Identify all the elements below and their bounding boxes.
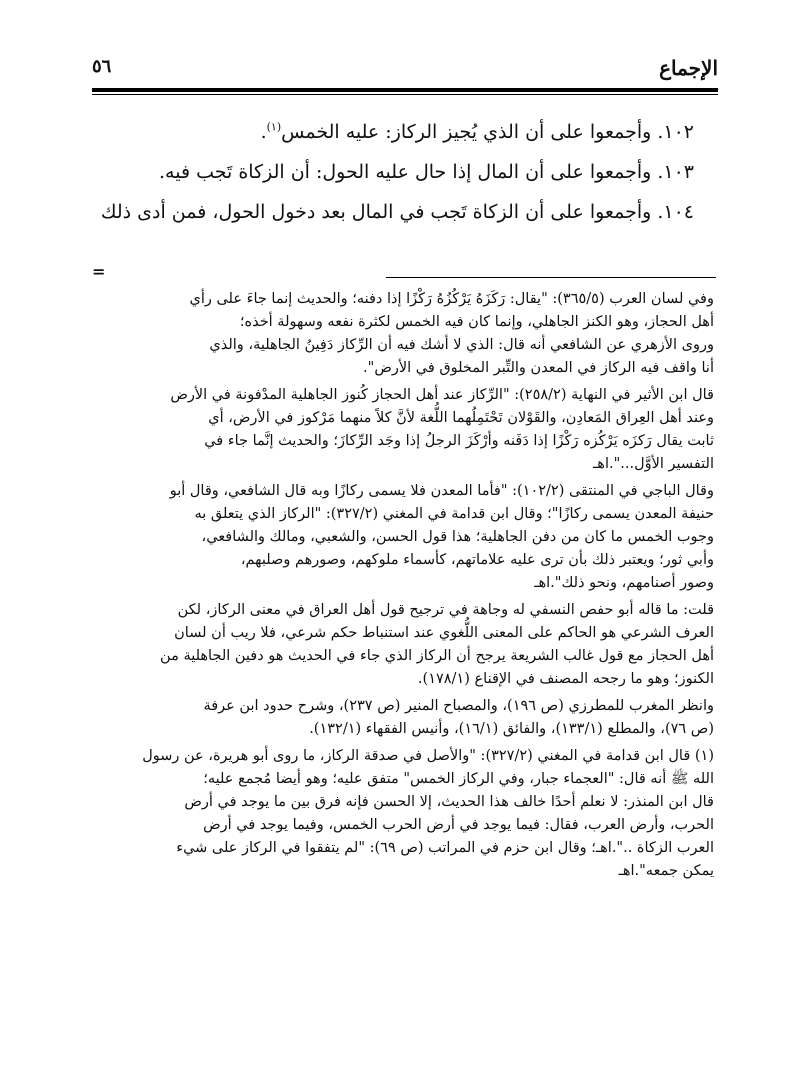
footnotes xyxy=(92,288,714,887)
note-line: وصور أصنامهم، ونحو ذلك".اهـ xyxy=(534,575,714,591)
item-end: . xyxy=(260,121,267,143)
note-line: حنيفة المعدن يسمى ركازًا"؛ وقال ابن قدامة في المغني (٣٢٧/٢): "الركاز الذي يتعلق به xyxy=(194,506,714,522)
page-number: ٥٦ xyxy=(92,56,112,77)
note-line: وقال الباجي في المنتقى (١٠٢/٢): "فأما المعدن فلا يسمى ركازًا وبه قال الشافعي، وقال أبو xyxy=(169,483,714,499)
continuation-marker: = xyxy=(92,262,106,281)
item-text: ١٠٢. وأجمعوا على أن الذي يُجيز الركاز: عليه الخمس xyxy=(281,121,694,143)
note-line: وجوب الخمس ما كان من دفن الجاهلية؛ هذا قول الحسن، والشعبي، ومالك والشافعي، xyxy=(201,529,714,545)
note-line: أهل الحجاز، وهو الكنز الجاهلي، وإنما كان فيه الخمس لكثرة نفعه وسهولة أخذه؛ xyxy=(239,314,714,330)
note-lisan-al-arab xyxy=(92,288,714,380)
note-author-comment xyxy=(92,599,714,691)
note-al-baji xyxy=(92,480,714,595)
note-references xyxy=(92,695,714,741)
item-text: ١٠٤. وأجمعوا على أن الزكاة تَجب في المال بعد دخول الحول، فمن أدى ذلك xyxy=(100,201,694,223)
note-line: وانظر المغرب للمطرزي (ص ١٩٦)، والمصباح المنير (ص ٢٣٧)، وشرح حدود ابن عرفة xyxy=(203,698,714,714)
footnote-ref[interactable]: (١) xyxy=(266,120,282,134)
note-line: التفسير الأوَّل...".اهـ xyxy=(593,456,714,472)
consensus-item-102 xyxy=(92,112,716,152)
consensus-item-103 xyxy=(92,152,716,192)
note-line: وروى الأزهري عن الشافعي أنه قال: الذي لا أشك فيه أن الرِّكاز دَفِينُ الجاهلية، والذي xyxy=(209,337,714,353)
footnote-separator xyxy=(386,277,716,278)
main-text xyxy=(92,112,716,232)
note-line: أهل الحجاز مع قول غالب الشريعة يرجح أن الركاز الذي جاء في الحديث هو دفين الجاهلية من xyxy=(160,648,714,664)
item-text: ١٠٣. وأجمعوا على أن المال إذا حال عليه الحول: أن الزكاة تَجب فيه. xyxy=(158,161,694,183)
page-header xyxy=(92,50,718,90)
header-rule-thin xyxy=(92,94,718,95)
note-line: الكنوز؛ وهو ما رجحه المصنف في الإقناع (١٧٨/١). xyxy=(417,671,714,687)
note-line: (١) قال ابن قدامة في المغني (٣٢٧/٢): "والأصل في صدقة الركاز، ما روى أبو هريرة، عن رسول xyxy=(142,748,714,764)
note-line: (ص ٧٦)، والمطلع (١٣٣/١)، والفائق (١٦/١)، وأنيس الفقهاء (١٣٢/١). xyxy=(309,721,714,737)
note-line: أنا واقف فيه الركاز في المعدن والتِّبر المخلوق في الأرض". xyxy=(363,360,714,376)
note-line: الله ﷺ أنه قال: "العجماء جبار، وفي الركاز الخمس" متفق عليه؛ وهو أيضا مُجمع عليه؛ xyxy=(203,771,714,787)
note-line: قال ابن الأثير في النهاية (٢٥٨/٢): "الرِّكاز عند أهل الحجاز كُنوز الجاهلية المدْفونة في الأرض xyxy=(170,387,714,403)
footnote-1 xyxy=(92,745,714,883)
note-line: وفي لسان العرب (٣٦٥/٥): "يقال: رَكَزَهُ يَرْكُزُهُ رَكْزًا إذا دفنه؛ والحديث إنما جاءَ على رأي xyxy=(189,291,714,307)
note-line: قلت: ما قاله أبو حفص النسفي له وجاهة في ترجيح قول أهل العراق في معنى الركاز، لكن xyxy=(177,602,714,618)
note-ibn-al-athir xyxy=(92,384,714,476)
note-line: الحرب، وأرض العرب، فقال: فيما يوجد في أرض الحرب الخمس، وفيما يوجد في أرض xyxy=(203,817,714,833)
consensus-item-104 xyxy=(92,192,716,232)
note-line: ثابت يقال رَكزَه يَرْكُزه رَكْزًا إذا دَفَنه وأرْكَزَ الرجلُ إذا وجَد الرِّكازَ؛ والحديث إنَّما جاء في xyxy=(204,433,714,449)
note-line: قال ابن المنذر: لا نعلم أحدًا خالف هذا الحديث، إلا الحسن فإنه فرق بين ما يوجد في أرض xyxy=(184,794,714,810)
note-line: وأبي ثور؛ ويعتبر ذلك بأن ترى عليه علاماتهم، كأسماء ملوكهم، وصورهم وصلبهم، xyxy=(240,552,714,568)
note-line: يمكن جمعه".اهـ xyxy=(618,863,714,879)
note-line: وعند أهل العِراق المَعادِن، والقَوْلان تَحْتَمِلُهما اللُّغة لأنَّ كلاً منهما مَرْكوز في الأرض، أي xyxy=(208,410,714,426)
note-line: العرف الشرعي هو الحاكم على المعنى اللُّغوي عند استنباط حكم شرعي، فلا ريب أن لسان xyxy=(174,625,714,641)
note-line: العرب الزكاة ..".اهـ؛ وقال ابن حزم في المراتب (ص ٦٩): "لم يتفقوا في الركاز على شيء xyxy=(176,840,714,856)
header-rule-thick xyxy=(92,88,718,92)
running-title: الإجماع xyxy=(659,56,718,80)
